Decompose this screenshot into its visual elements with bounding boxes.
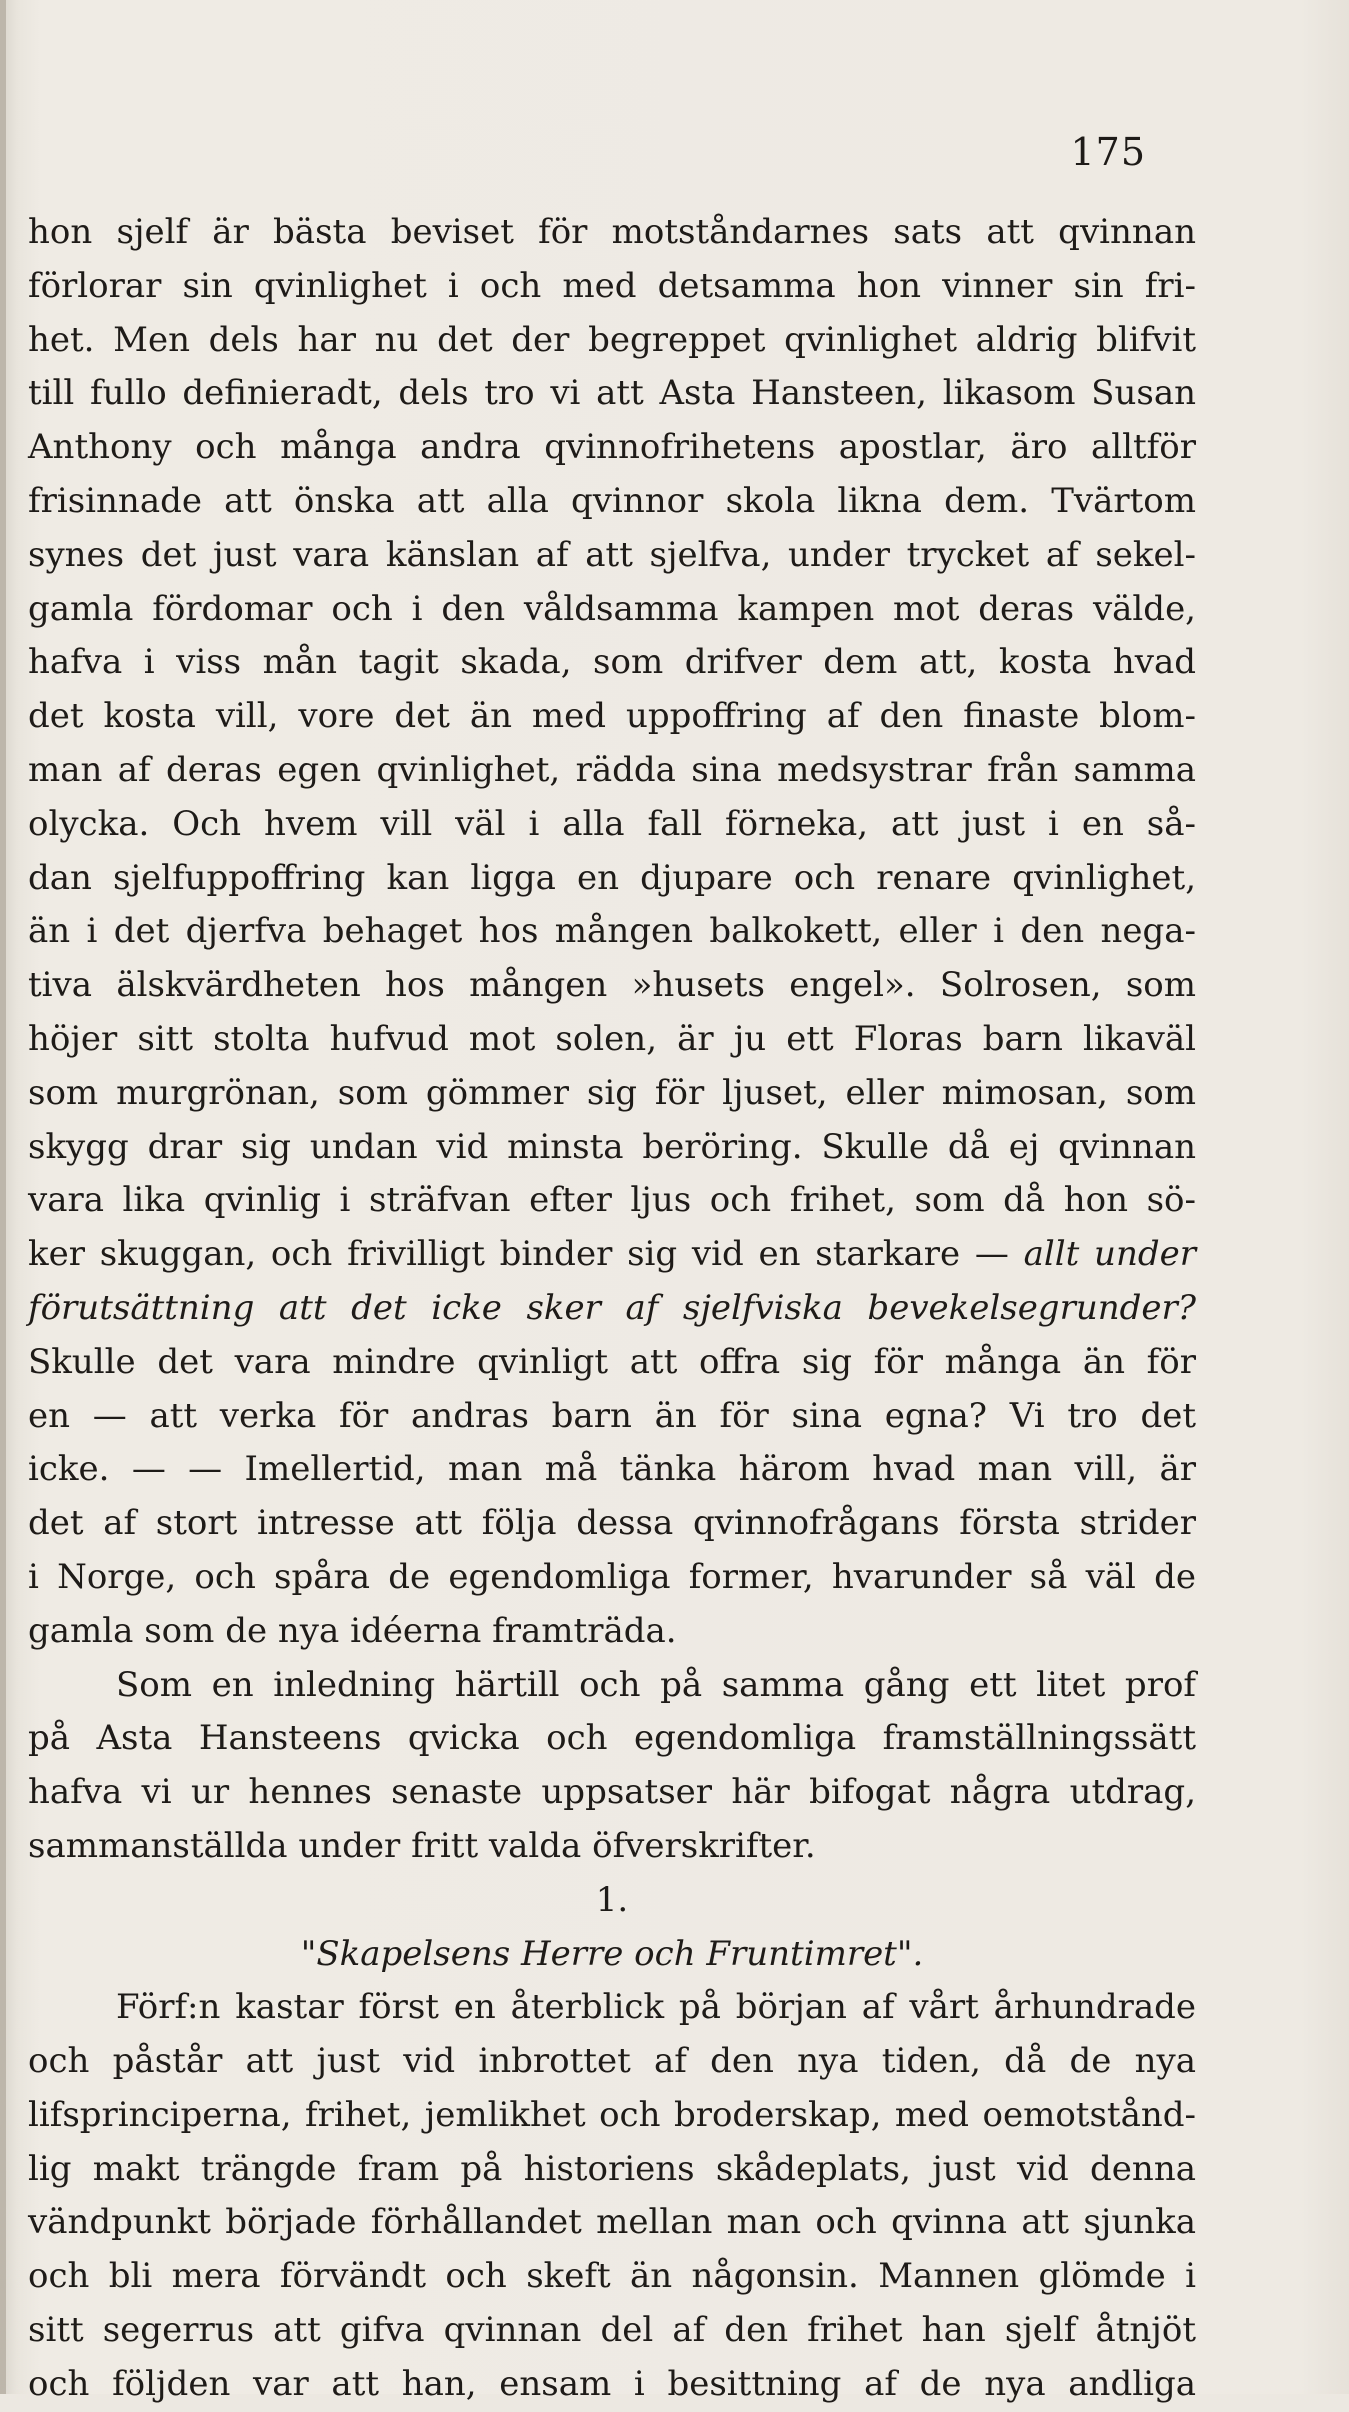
text-line: man af deras egen qvinlighet, rädda sina medsystrar från samma <box>28 749 1196 790</box>
italic-phrase: allt under <box>1023 1234 1196 1275</box>
text-line: Anthony och många andra qvinnofrihetens apostlar, äro alltför <box>28 427 1196 468</box>
text-line: förlorar sin qvinlighet i och med detsamma hon vinner sin fri- <box>28 265 1196 306</box>
text-line <box>28 1228 1196 1282</box>
section-title: "Skapelsens Herre och Fruntimret". <box>300 1933 924 1974</box>
text-line: det af stort intresse att följa dessa qvinnofrågans första strider <box>28 1503 1196 1544</box>
text-line: gamla som de nya idéerna framträda. <box>28 1610 677 1651</box>
text-line: lig makt trängde fram på historiens skådeplats, just vid denna <box>28 2148 1196 2189</box>
text-line: och påstår att just vid inbrottet af den nya tiden, då de nya <box>28 2041 1196 2082</box>
text-line: och följden var att han, ensam i besittning af de nya andliga <box>28 2363 1196 2404</box>
text-line: Förf:n kastar först en återblick på början af vårt århundrade <box>116 1987 1196 2028</box>
text-line: sitt segerrus att gifva qvinnan del af den frihet han sjelf åtnjöt <box>28 2310 1196 2351</box>
text-line: och bli mera förvändt och skeft än någonsin. Mannen glömde i <box>28 2256 1196 2297</box>
page-number: 175 <box>1070 130 1146 174</box>
text-line: Som en inledning härtill och på samma gång ett litet prof <box>116 1664 1196 1705</box>
italic-text-line: förutsättning att det icke sker af sjelfviska bevekelsegrunder? <box>28 1287 1196 1328</box>
text-line: som murgrönan, som gömmer sig för ljuset, eller mimosan, som <box>28 1072 1196 1113</box>
text-line: tiva älskvärdheten hos mången »husets engel». Solrosen, som <box>28 965 1196 1006</box>
text-line: lifsprinciperna, frihet, jemlikhet och broderskap, med oemotstånd- <box>28 2094 1196 2135</box>
text-line-part: ker skuggan, och frivilligt binder sig vid en starkare — <box>28 1234 1024 1275</box>
text-line: gamla fördomar och i den våldsamma kampen mot deras välde, <box>28 588 1196 629</box>
text-line: hafva vi ur hennes senaste uppsatser här bifogat några utdrag, <box>28 1772 1196 1813</box>
text-line: sammanställda under fritt valda öfverskrifter. <box>28 1825 816 1866</box>
page-binding-edge <box>0 0 6 2394</box>
text-line: det kosta vill, vore det än med uppoffring af den finaste blom- <box>28 696 1196 737</box>
text-line: synes det just vara känslan af att sjelfva, under trycket af sekel- <box>28 534 1196 575</box>
text-line: frisinnade att önska att alla qvinnor skola likna dem. Tvärtom <box>28 480 1196 521</box>
text-line: vara lika qvinlig i sträfvan efter ljus och frihet, som då hon sö- <box>28 1180 1196 1221</box>
text-line: het. Men dels har nu det der begreppet qvinlighet aldrig blifvit <box>28 319 1196 360</box>
text-line: hon sjelf är bästa beviset för motståndarnes sats att qvinnan <box>28 212 1196 252</box>
text-line: till fullo definieradt, dels tro vi att Asta Hansteen, likasom Susan <box>28 373 1196 414</box>
text-line: skygg drar sig undan vid minsta beröring. Skulle då ej qvinnan <box>28 1126 1196 1167</box>
text-line: dan sjelfuppoffring kan ligga en djupare och renare qvinlighet, <box>28 857 1196 898</box>
body-text <box>28 206 1196 2412</box>
text-line: hafva i viss mån tagit skada, som drifver dem att, kosta hvad <box>28 642 1196 683</box>
text-line: icke. — — Imellertid, man må tänka härom hvad man vill, är <box>28 1449 1196 1490</box>
text-line: en — att verka för andras barn än för sina egna? Vi tro det <box>28 1395 1196 1436</box>
text-line: i Norge, och spåra de egendomliga former, hvarunder så väl de <box>28 1556 1196 1597</box>
text-line: vändpunkt började förhållandet mellan man och qvinna att sjunka <box>28 2202 1196 2243</box>
section-number: 1. <box>595 1879 629 1920</box>
text-line: höjer sitt stolta hufvud mot solen, är ju ett Floras barn likaväl <box>28 1018 1196 1059</box>
text-line: olycka. Och hvem vill väl i alla fall förneka, att just i en så- <box>28 803 1196 844</box>
text-line: än i det djerfva behaget hos mången balkokett, eller i den nega- <box>28 911 1196 952</box>
text-line: Skulle det vara mindre qvinligt att offra sig för många än för <box>28 1341 1196 1382</box>
text-line: på Asta Hansteens qvicka och egendomliga framställningssätt <box>28 1718 1196 1759</box>
